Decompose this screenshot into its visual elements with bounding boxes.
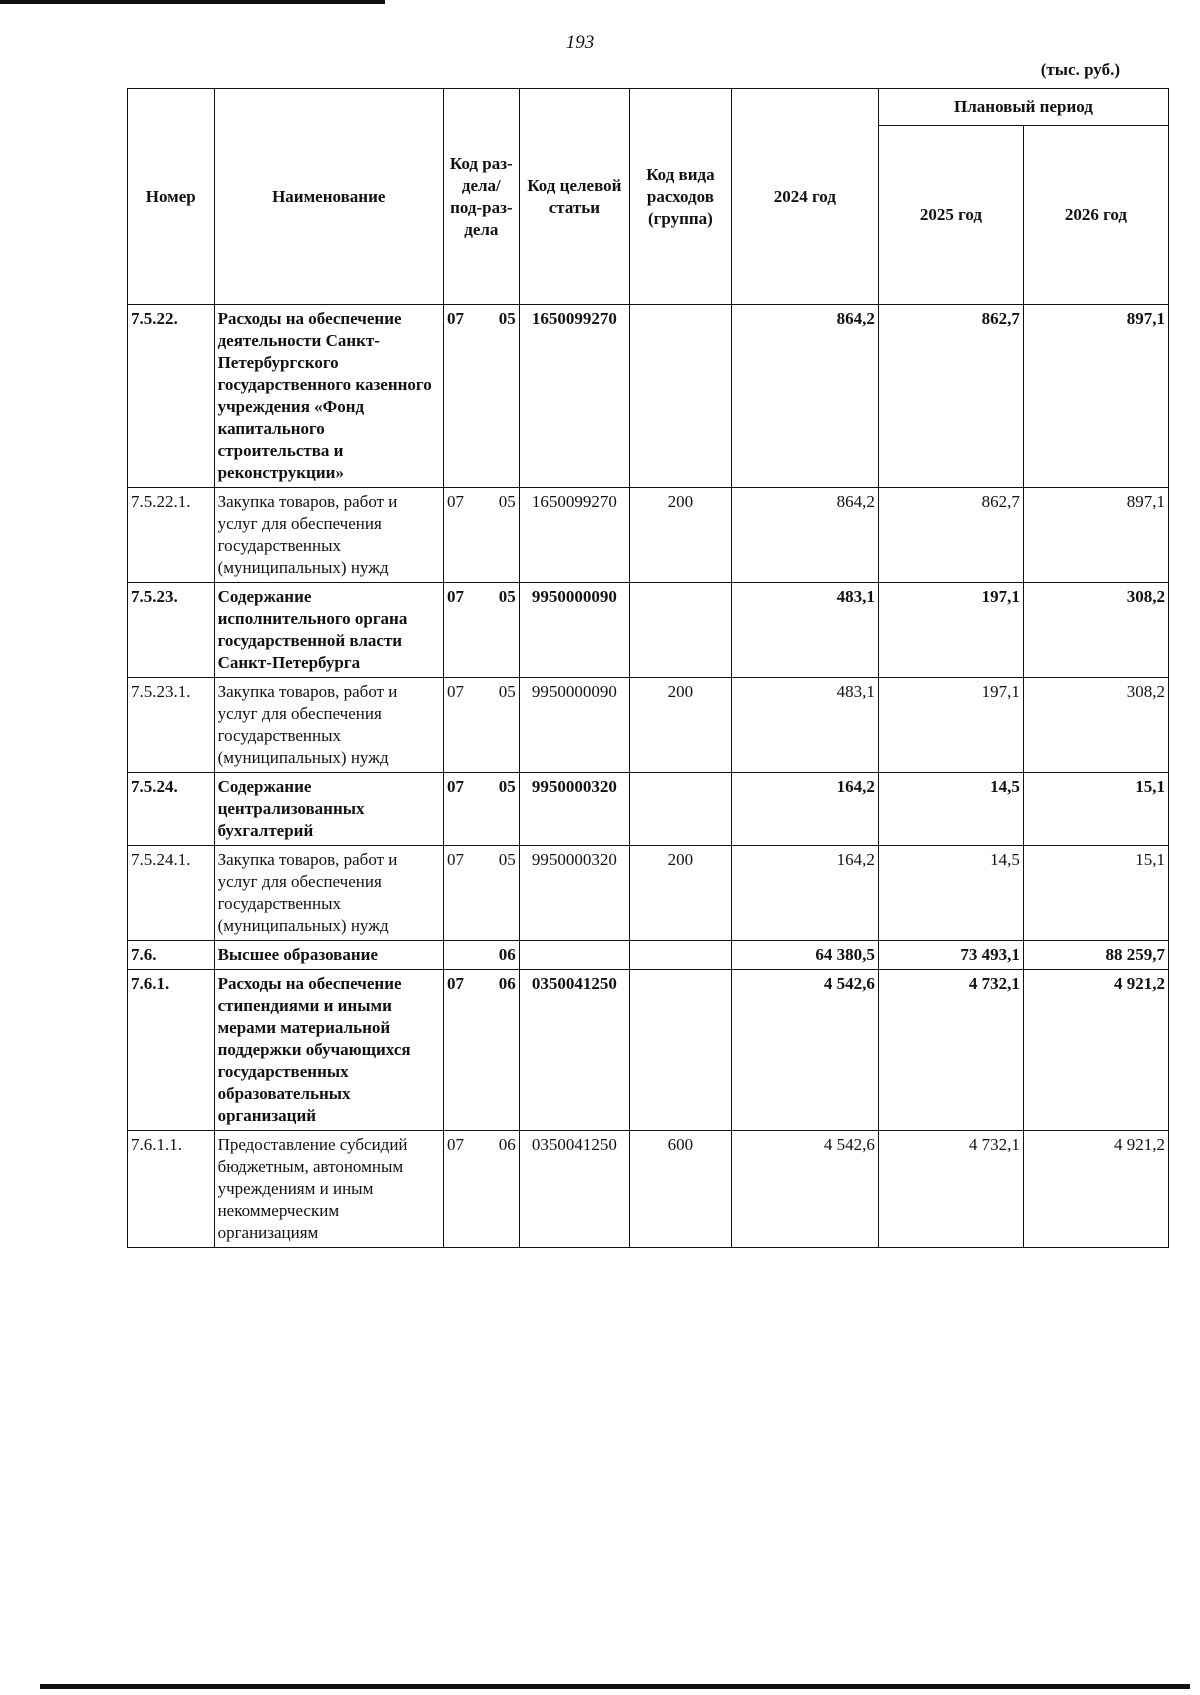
budget-table xyxy=(127,88,1169,1248)
header-planning-period: Плановый период xyxy=(878,89,1168,126)
row-subsection-code: 05 xyxy=(483,583,519,678)
row-target-code: 9950000320 xyxy=(519,773,629,846)
row-value-2025: 197,1 xyxy=(878,583,1023,678)
row-value-2025: 862,7 xyxy=(878,488,1023,583)
row-number: 7.6.1. xyxy=(128,970,215,1131)
row-subsection-code: 05 xyxy=(483,846,519,941)
row-number: 7.5.22.1. xyxy=(128,488,215,583)
row-value-2025: 14,5 xyxy=(878,846,1023,941)
header-year-2024: 2024 год xyxy=(731,89,878,305)
row-number: 7.6. xyxy=(128,941,215,970)
row-name: Содержание централизованных бухгалтерий xyxy=(214,773,443,846)
header-name: Наименование xyxy=(214,89,443,305)
row-expense-kind xyxy=(630,583,732,678)
row-section-code: 07 xyxy=(443,678,483,773)
row-section-code: 07 xyxy=(443,1131,483,1248)
row-value-2025: 862,7 xyxy=(878,305,1023,488)
row-number: 7.6.1.1. xyxy=(128,1131,215,1248)
row-value-2026: 4 921,2 xyxy=(1023,1131,1168,1248)
header-year-2026: 2026 год xyxy=(1023,126,1168,305)
row-value-2026: 897,1 xyxy=(1023,488,1168,583)
row-value-2026: 88 259,7 xyxy=(1023,941,1168,970)
row-section-code: 07 xyxy=(443,846,483,941)
table-row xyxy=(128,678,1169,773)
row-value-2026: 308,2 xyxy=(1023,678,1168,773)
row-target-code: 0350041250 xyxy=(519,970,629,1131)
row-value-2024: 864,2 xyxy=(731,488,878,583)
units-label: (тыс. руб.) xyxy=(1040,60,1120,79)
row-number: 7.5.23. xyxy=(128,583,215,678)
row-value-2026: 4 921,2 xyxy=(1023,970,1168,1131)
row-target-code: 9950000090 xyxy=(519,678,629,773)
table-row xyxy=(128,941,1169,970)
row-subsection-code: 06 xyxy=(483,1131,519,1248)
row-value-2025: 73 493,1 xyxy=(878,941,1023,970)
table-row xyxy=(128,583,1169,678)
row-value-2026: 15,1 xyxy=(1023,846,1168,941)
row-section-code: 07 xyxy=(443,488,483,583)
row-expense-kind: 200 xyxy=(630,678,732,773)
row-subsection-code: 05 xyxy=(483,773,519,846)
row-value-2024: 864,2 xyxy=(731,305,878,488)
row-name: Закупка товаров, работ и услуг для обеспечения государственных (муниципальных) нужд xyxy=(214,678,443,773)
table-row xyxy=(128,970,1169,1131)
table-row xyxy=(128,773,1169,846)
row-name: Высшее образование xyxy=(214,941,443,970)
row-name: Расходы на обеспечение стипендиями и иными мерами материальной поддержки обучающихся государственных образовательных организаций xyxy=(214,970,443,1131)
row-number: 7.5.23.1. xyxy=(128,678,215,773)
page-number: 193 xyxy=(565,32,595,53)
row-name: Содержание исполнительного органа государственной власти Санкт-Петербурга xyxy=(214,583,443,678)
row-subsection-code: 05 xyxy=(483,678,519,773)
row-value-2024: 64 380,5 xyxy=(731,941,878,970)
row-number: 7.5.24. xyxy=(128,773,215,846)
row-value-2024: 483,1 xyxy=(731,678,878,773)
row-value-2024: 164,2 xyxy=(731,846,878,941)
row-name: Предоставление субсидий бюджетным, автономным учреждениям и иным некоммерческим организациям xyxy=(214,1131,443,1248)
row-subsection-code: 06 xyxy=(483,941,519,970)
row-value-2024: 4 542,6 xyxy=(731,970,878,1131)
row-section-code xyxy=(443,941,483,970)
row-expense-kind: 200 xyxy=(630,488,732,583)
header-year-2025: 2025 год xyxy=(878,126,1023,305)
header-expense-kind: Код вида расходов (группа) xyxy=(630,89,732,305)
header-number: Номер xyxy=(128,89,215,305)
row-value-2024: 164,2 xyxy=(731,773,878,846)
row-value-2025: 197,1 xyxy=(878,678,1023,773)
header-target-code: Код целевой статьи xyxy=(519,89,629,305)
row-subsection-code: 06 xyxy=(483,970,519,1131)
row-expense-kind xyxy=(630,970,732,1131)
row-subsection-code: 05 xyxy=(483,305,519,488)
row-number: 7.5.24.1. xyxy=(128,846,215,941)
row-number: 7.5.22. xyxy=(128,305,215,488)
row-target-code: 1650099270 xyxy=(519,488,629,583)
row-expense-kind: 600 xyxy=(630,1131,732,1248)
row-target-code xyxy=(519,941,629,970)
row-value-2025: 14,5 xyxy=(878,773,1023,846)
row-name: Расходы на обеспечение деятельности Санкт-Петербургского государственного казенного учреждения «Фонд капитального строительства и реконструкции» xyxy=(214,305,443,488)
row-value-2026: 15,1 xyxy=(1023,773,1168,846)
row-value-2025: 4 732,1 xyxy=(878,970,1023,1131)
row-section-code: 07 xyxy=(443,970,483,1131)
table-row xyxy=(128,1131,1169,1248)
row-subsection-code: 05 xyxy=(483,488,519,583)
row-expense-kind: 200 xyxy=(630,846,732,941)
row-expense-kind xyxy=(630,773,732,846)
row-target-code: 9950000090 xyxy=(519,583,629,678)
bottom-rule xyxy=(40,1684,1190,1689)
row-target-code: 1650099270 xyxy=(519,305,629,488)
header-section-code: Код раз-дела/ под-раз-дела xyxy=(443,89,519,305)
row-name: Закупка товаров, работ и услуг для обеспечения государственных (муниципальных) нужд xyxy=(214,488,443,583)
row-section-code: 07 xyxy=(443,773,483,846)
row-value-2024: 4 542,6 xyxy=(731,1131,878,1248)
table-row xyxy=(128,488,1169,583)
row-value-2025: 4 732,1 xyxy=(878,1131,1023,1248)
row-section-code: 07 xyxy=(443,583,483,678)
table-row xyxy=(128,305,1169,488)
row-value-2026: 308,2 xyxy=(1023,583,1168,678)
row-value-2024: 483,1 xyxy=(731,583,878,678)
row-target-code: 0350041250 xyxy=(519,1131,629,1248)
top-rule xyxy=(0,0,385,4)
table-row xyxy=(128,846,1169,941)
row-value-2026: 897,1 xyxy=(1023,305,1168,488)
row-section-code: 07 xyxy=(443,305,483,488)
row-target-code: 9950000320 xyxy=(519,846,629,941)
header-row xyxy=(128,89,1169,126)
row-name: Закупка товаров, работ и услуг для обеспечения государственных (муниципальных) нужд xyxy=(214,846,443,941)
row-expense-kind xyxy=(630,941,732,970)
row-expense-kind xyxy=(630,305,732,488)
